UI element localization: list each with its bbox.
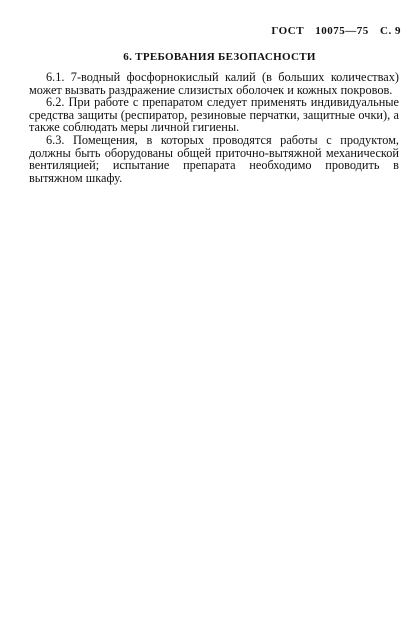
standard-number: 10075—75 bbox=[315, 25, 369, 37]
paragraph-6-1: 6.1. 7-водный фосфорнокислый калий (в больших количествах) может вызвать раздражение слизистых оболочек и кожных покровов. bbox=[29, 70, 399, 97]
paragraph-6-2: 6.2. При работе с препаратом следует применять индивидуальные средства защиты (респиратор, резиновые перчатки, защитные очки), а также соблюдать меры личной гигиены. bbox=[29, 95, 399, 135]
paragraph-6-3: 6.3. Помещения, в которых проводятся работы с продуктом, должны быть оборудованы общей приточно-вытяжной механической вентиляцией; испытание препарата необходимо проводить в вытяжном шкафу. bbox=[29, 132, 399, 185]
section-body bbox=[29, 71, 399, 184]
standard-label: ГОСТ bbox=[271, 25, 305, 37]
section-title: 6. ТРЕБОВАНИЯ БЕЗОПАСНОСТИ bbox=[123, 51, 316, 63]
page-number: С. 9 bbox=[380, 25, 401, 37]
page-header bbox=[263, 25, 401, 37]
